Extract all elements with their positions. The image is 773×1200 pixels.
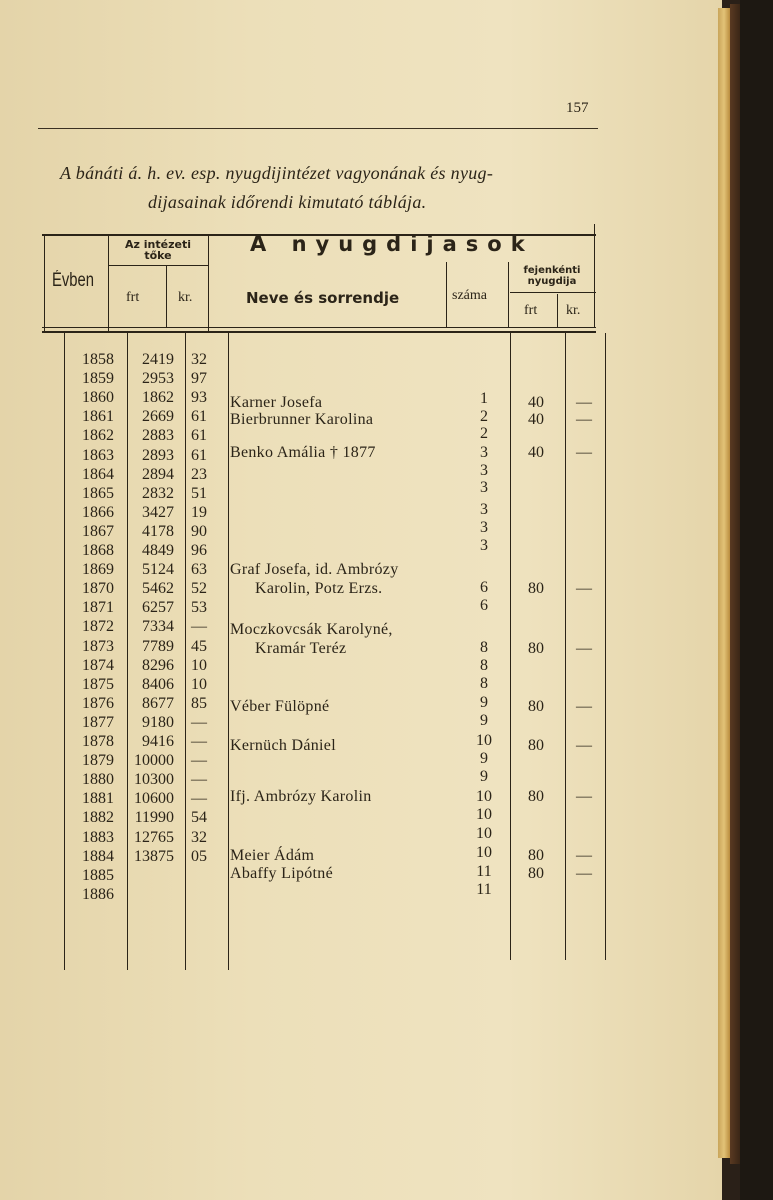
year-cell: 1885 <box>82 867 114 884</box>
fund-frt-cell: 8406 <box>142 676 174 693</box>
year-cell: 1860 <box>82 389 114 406</box>
header-pension: fejenkénti nyugdija <box>523 265 581 287</box>
fund-frt-cell: 10600 <box>134 790 174 807</box>
fund-kr-cell: — <box>191 771 207 788</box>
fund-frt-cell: 6257 <box>142 599 174 616</box>
fund-frt-cell: 2883 <box>142 427 174 444</box>
year-cell: 1864 <box>82 466 114 483</box>
header-year: Évben <box>52 270 95 291</box>
header-divider-pkr <box>557 294 558 327</box>
pension-kr-cell: — <box>576 580 592 597</box>
pensioner-name: Meier Ádám <box>230 847 315 864</box>
count-cell: 6 <box>480 597 488 614</box>
year-cell: 1869 <box>82 561 114 578</box>
count-cell: 11 <box>476 881 492 898</box>
count-cell: 3 <box>480 462 488 479</box>
fund-kr-cell: 61 <box>191 447 207 464</box>
fund-frt-cell: 8296 <box>142 657 174 674</box>
background <box>740 0 773 1200</box>
count-cell: 3 <box>480 479 488 496</box>
count-cell: 2 <box>480 408 488 425</box>
count-cell: 2 <box>480 425 488 442</box>
fund-frt-cell: 7789 <box>142 638 174 655</box>
year-cell: 1884 <box>82 848 114 865</box>
year-cell: 1870 <box>82 580 114 597</box>
fund-kr-cell: 10 <box>191 657 207 674</box>
page-edges <box>718 8 730 1158</box>
count-cell: 3 <box>480 501 488 518</box>
fund-kr-cell: 10 <box>191 676 207 693</box>
book-cover-edge <box>730 4 740 1164</box>
header-rule <box>38 128 598 129</box>
header-divider-name <box>446 262 447 327</box>
year-cell: 1858 <box>82 351 114 368</box>
fund-kr-cell: 93 <box>191 389 207 406</box>
pension-kr-cell: — <box>576 865 592 882</box>
pension-kr-cell: — <box>576 788 592 805</box>
count-cell: 9 <box>480 750 488 767</box>
header-divider-fund <box>208 234 209 331</box>
header-right-rule <box>594 224 595 327</box>
pensioner-name: Véber Fülöpné <box>230 698 330 715</box>
fund-kr-cell: — <box>191 733 207 750</box>
fund-frt-cell: 9180 <box>142 714 174 731</box>
header-name: Neve és sorrendje <box>246 289 400 307</box>
header-divider-year <box>108 234 109 331</box>
fund-kr-cell: 23 <box>191 466 207 483</box>
pension-frt-cell: 80 <box>528 788 544 805</box>
table-title-line-1: A bánáti á. h. ev. esp. nyugdijintézet vagyonának és nyug- <box>60 163 494 183</box>
count-cell: 11 <box>476 863 492 880</box>
count-cell: 6 <box>480 579 488 596</box>
fund-kr-cell: 96 <box>191 542 207 559</box>
table-title-line-2: dijasainak időrendi kimutató táblája. <box>148 192 427 212</box>
pension-frt-cell: 80 <box>528 737 544 754</box>
header-fund-frt: frt <box>126 290 140 305</box>
count-cell: 3 <box>480 444 488 461</box>
count-cell: 3 <box>480 519 488 536</box>
pension-frt-cell: 40 <box>528 411 544 428</box>
year-cell: 1883 <box>82 829 114 846</box>
fund-kr-cell: 85 <box>191 695 207 712</box>
header-bottom-rule-2 <box>42 331 596 333</box>
count-cell: 10 <box>476 788 492 805</box>
year-cell: 1867 <box>82 523 114 540</box>
fund-kr-cell: 32 <box>191 351 207 368</box>
body-right-rule <box>605 333 606 960</box>
header-divider-count <box>508 262 509 327</box>
year-cell: 1875 <box>82 676 114 693</box>
header-bottom-rule-1 <box>42 327 596 328</box>
year-cell: 1878 <box>82 733 114 750</box>
fund-kr-cell: 53 <box>191 599 207 616</box>
count-cell: 9 <box>480 694 488 711</box>
year-cell: 1865 <box>82 485 114 502</box>
count-cell: 10 <box>476 825 492 842</box>
year-cell: 1874 <box>82 657 114 674</box>
fund-kr-cell: 61 <box>191 408 207 425</box>
year-cell: 1880 <box>82 771 114 788</box>
fund-kr-cell: 63 <box>191 561 207 578</box>
fund-kr-cell: 05 <box>191 848 207 865</box>
fund-frt-cell: 9416 <box>142 733 174 750</box>
header-fund-kr: kr. <box>178 290 193 305</box>
year-cell: 1873 <box>82 638 114 655</box>
fund-frt-cell: 4178 <box>142 523 174 540</box>
fund-frt-cell: 2953 <box>142 370 174 387</box>
year-cell: 1882 <box>82 809 114 826</box>
fund-kr-cell: 52 <box>191 580 207 597</box>
pension-frt-cell: 80 <box>528 580 544 597</box>
fund-kr-cell: — <box>191 752 207 769</box>
year-cell: 1881 <box>82 790 114 807</box>
pension-frt-cell: 80 <box>528 640 544 657</box>
fund-frt-cell: 2894 <box>142 466 174 483</box>
count-cell: 10 <box>476 844 492 861</box>
fund-frt-cell: 11990 <box>134 809 174 826</box>
fund-frt-cell: 2669 <box>142 408 174 425</box>
fund-kr-cell: 19 <box>191 504 207 521</box>
fund-kr-cell: 90 <box>191 523 207 540</box>
pension-kr-cell: — <box>576 444 592 461</box>
pension-frt-cell: 80 <box>528 865 544 882</box>
fund-frt-cell: 8677 <box>142 695 174 712</box>
year-cell: 1876 <box>82 695 114 712</box>
fund-frt-cell: 2893 <box>142 447 174 464</box>
body-divider-count <box>510 333 511 960</box>
count-cell: 3 <box>480 537 488 554</box>
year-cell: 1871 <box>82 599 114 616</box>
year-cell: 1877 <box>82 714 114 731</box>
fund-kr-cell: 97 <box>191 370 207 387</box>
fund-frt-cell: 2419 <box>142 351 174 368</box>
fund-frt-cell: 4849 <box>142 542 174 559</box>
count-cell: 10 <box>476 732 492 749</box>
header-count: száma <box>452 288 487 303</box>
pension-kr-cell: — <box>576 737 592 754</box>
header-pension-frt: frt <box>524 303 538 318</box>
fund-kr-cell: — <box>191 790 207 807</box>
year-cell: 1862 <box>82 427 114 444</box>
pension-frt-cell: 80 <box>528 698 544 715</box>
pensioner-name: Moczkovcsák Karolyné, <box>230 621 393 638</box>
fund-frt-cell: 13875 <box>134 848 174 865</box>
pensioner-name: Ifj. Ambrózy Karolin <box>230 788 372 805</box>
pensioner-name-cont: Kramár Teréz <box>255 640 347 657</box>
pension-kr-cell: — <box>576 847 592 864</box>
fund-frt-cell: 7334 <box>142 618 174 635</box>
fund-kr-cell: 54 <box>191 809 207 826</box>
pensioner-name: Bierbrunner Karolina <box>230 411 374 428</box>
page-number: 157 <box>566 100 589 116</box>
pension-kr-cell: — <box>576 698 592 715</box>
pension-kr-cell: — <box>576 394 592 411</box>
pension-kr-cell: — <box>576 411 592 428</box>
body-left-rule <box>64 333 65 970</box>
fund-kr-cell: 61 <box>191 427 207 444</box>
pension-frt-cell: 40 <box>528 394 544 411</box>
fund-kr-cell: — <box>191 618 207 635</box>
header-pension-kr: kr. <box>566 303 581 318</box>
pensioner-name: Graf Josefa, id. Ambrózy <box>230 561 399 578</box>
fund-frt-cell: 5124 <box>142 561 174 578</box>
pensioner-name-cont: Karolin, Potz Erzs. <box>255 580 383 597</box>
pension-frt-cell: 80 <box>528 847 544 864</box>
pension-kr-cell: — <box>576 640 592 657</box>
year-cell: 1872 <box>82 618 114 635</box>
fund-frt-cell: 3427 <box>142 504 174 521</box>
fund-kr-cell: 45 <box>191 638 207 655</box>
pensioner-name: Karner Josefa <box>230 394 323 411</box>
fund-kr-cell: 32 <box>191 829 207 846</box>
year-cell: 1863 <box>82 447 114 464</box>
count-cell: 1 <box>480 390 488 407</box>
fund-kr-cell: — <box>191 714 207 731</box>
fund-frt-cell: 10300 <box>134 771 174 788</box>
fund-frt-cell: 1862 <box>142 389 174 406</box>
year-cell: 1859 <box>82 370 114 387</box>
pension-header-rule <box>510 292 596 293</box>
pensioner-name: Kernüch Dániel <box>230 737 336 754</box>
pensioner-name: Abaffy Lipótné <box>230 865 333 882</box>
count-cell: 10 <box>476 806 492 823</box>
year-cell: 1866 <box>82 504 114 521</box>
header-pensioners: A nyugdijasok <box>250 232 534 256</box>
year-cell: 1861 <box>82 408 114 425</box>
fund-frt-cell: 5462 <box>142 580 174 597</box>
body-divider-fund <box>228 333 229 970</box>
pension-frt-cell: 40 <box>528 444 544 461</box>
year-cell: 1886 <box>82 886 114 903</box>
count-cell: 9 <box>480 712 488 729</box>
count-cell: 8 <box>480 657 488 674</box>
pensioner-name: Benko Amália † 1877 <box>230 444 376 461</box>
header-left-rule <box>44 234 45 331</box>
header-fund: Az intézeti tőke <box>125 238 191 262</box>
count-cell: 8 <box>480 639 488 656</box>
count-cell: 8 <box>480 675 488 692</box>
fund-frt-cell: 12765 <box>134 829 174 846</box>
count-cell: 9 <box>480 768 488 785</box>
fund-frt-cell: 2832 <box>142 485 174 502</box>
year-cell: 1879 <box>82 752 114 769</box>
fund-header-rule <box>108 265 208 266</box>
header-divider-kr <box>166 265 167 327</box>
fund-frt-cell: 10000 <box>134 752 174 769</box>
fund-kr-cell: 51 <box>191 485 207 502</box>
year-cell: 1868 <box>82 542 114 559</box>
